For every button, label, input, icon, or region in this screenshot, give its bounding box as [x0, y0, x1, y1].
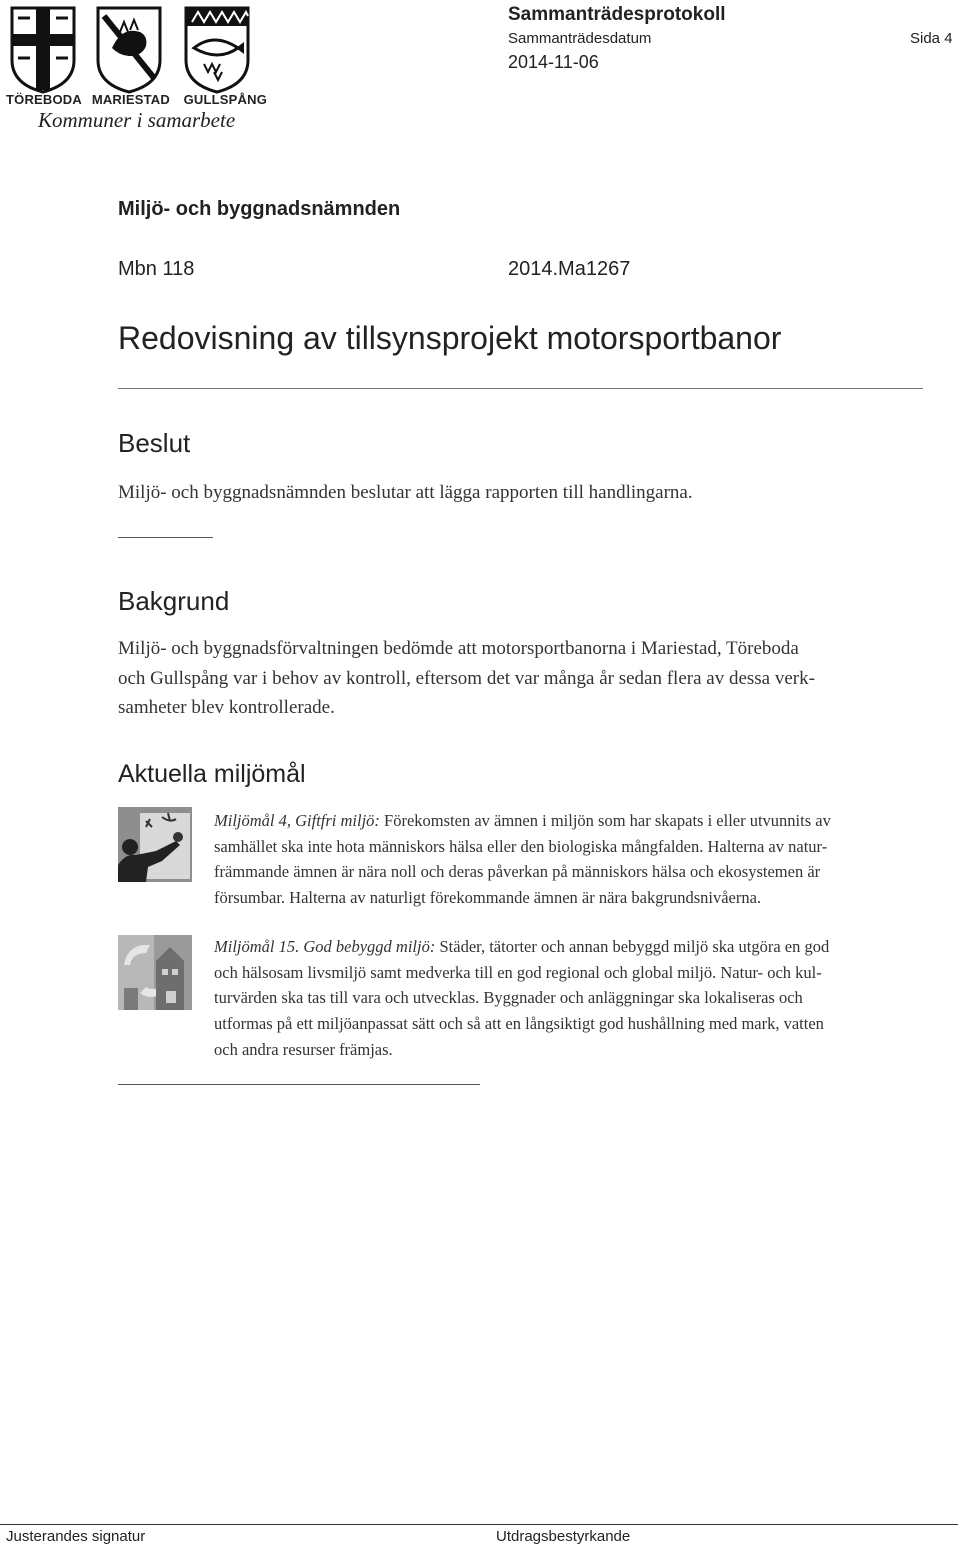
- goal-text: främmande ämnen är nära noll och deras påverkan på människors hälsa och ekosystemen är: [214, 862, 821, 882]
- footer-divider: [0, 1524, 958, 1525]
- municipality-names: [6, 92, 267, 107]
- gullspang-coat-of-arms-icon: [186, 8, 248, 92]
- goal-text: samhället ska inte hota människors hälsa eller den biologiska mångfalden. Halterna av natur-: [214, 836, 828, 856]
- goal-text: och hälsosam livsmiljö samt medverka till en god regional och global miljö. Natur- och kul-: [214, 962, 822, 982]
- goal-label: Miljömål 15. God bebyggd miljö:: [214, 937, 436, 956]
- toxic-free-environment-icon: [118, 807, 192, 882]
- municipality-name: GULLSPÅNG: [183, 92, 268, 107]
- text-line: och Gullspång var i behov av kontroll, eftersom det var många år sedan flera av dessa verk-: [118, 667, 815, 689]
- text-line: samheter blev kontrollerade.: [118, 697, 335, 718]
- goal-label: Miljömål 4, Giftfri miljö:: [214, 811, 380, 830]
- decision-divider: [118, 537, 213, 538]
- goal-text: Städer, tätorter och annan bebyggd miljö ska utgöra en god: [439, 937, 830, 956]
- mariestad-coat-of-arms-icon: [98, 8, 160, 92]
- background-heading: Bakgrund: [118, 586, 230, 616]
- paragraph-number: Mbn 118: [118, 258, 195, 280]
- committee-name: Miljö- och byggnadsnämnden: [118, 198, 401, 220]
- toreboda-coat-of-arms-icon: [12, 8, 74, 92]
- page-number: Sida 4: [910, 30, 953, 47]
- environmental-goal-15: [214, 934, 934, 1063]
- document-type: Sammanträdesprotokoll: [508, 4, 726, 25]
- title-divider: [118, 388, 923, 389]
- signature-label: Justerandes signatur: [6, 1528, 146, 1545]
- goal-text: Förekomsten av ämnen i miljön som har skapats i eller utvunnits av: [384, 811, 831, 830]
- environmental-goal-4: [214, 808, 934, 911]
- meeting-date: 2014-11-06: [508, 52, 599, 72]
- text-line: Miljö- och byggnadsförvaltningen bedömde att motorsportbanorna i Mariestad, Töreboda: [118, 638, 799, 659]
- municipality-name: TÖREBODA: [6, 92, 82, 107]
- decision-heading: Beslut: [118, 428, 191, 458]
- municipality-name: MARIESTAD: [91, 92, 170, 107]
- background-text: [118, 634, 953, 723]
- logo-tagline: Kommuner i samarbete: [38, 108, 236, 132]
- goal-text: utformas på ett miljöanpassat sätt och så att en långsiktigt god hushållning med mark, vatten: [214, 1014, 824, 1034]
- environmental-goals-heading: Aktuella miljömål: [118, 760, 306, 788]
- section-end-divider: [118, 1084, 480, 1085]
- extract-certification-label: Utdragsbestyrkande: [496, 1528, 631, 1545]
- page-title: Redovisning av tillsynsprojekt motorsportbanor: [118, 320, 782, 356]
- goal-text: turvärden ska tas till vara och utvecklas. Byggnader och anläggningar ska lokaliseras och: [214, 988, 803, 1008]
- case-number: 2014.Ma1267: [508, 258, 631, 280]
- goal-text: och andra resurser främjas.: [214, 1039, 393, 1059]
- good-built-environment-icon: [118, 935, 192, 1010]
- goal-text: försumbar. Halterna av naturligt förekommande ämnen är nära bakgrundsnivåerna.: [214, 888, 762, 908]
- decision-text: Miljö- och byggnadsnämnden beslutar att lägga rapporten till handlingarna.: [118, 482, 693, 503]
- meeting-date-label: Sammanträdesdatum: [508, 30, 652, 47]
